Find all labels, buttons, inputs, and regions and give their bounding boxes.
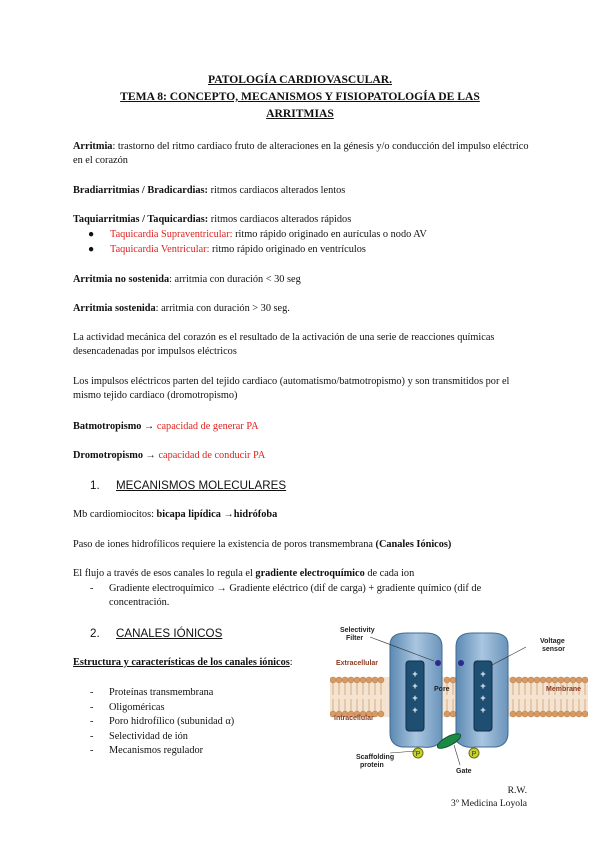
lipid-head: [516, 677, 522, 683]
list-item: [90, 744, 320, 758]
charge-plus: +: [480, 705, 486, 715]
lipid-head: [336, 677, 342, 683]
arrow: →: [142, 450, 159, 461]
section-number: 1.: [90, 479, 100, 492]
lipid-head: [378, 677, 384, 683]
bullet-marker: ●: [88, 244, 95, 255]
hidrofoba: hidrófoba: [233, 509, 278, 520]
lipid-head: [558, 677, 564, 683]
lipid-head: [540, 677, 546, 683]
paragraph-impulsos-electricos: Los impulsos eléctricos parten del tejido cardiaco (automatismo/batmotropismo) y son transmitidos por el mismo tejido cardiaco (dromotropismo): [73, 376, 510, 402]
list-item-text: Proteínas transmembrana: [109, 687, 214, 698]
lipid-head: [510, 677, 516, 683]
lipid-head: [366, 677, 372, 683]
label-pore: Pore: [434, 686, 450, 693]
bicapa-lipidica: bicapa lipídica: [156, 509, 221, 520]
lipid-head: [546, 677, 552, 683]
paragraph-paso-iones: [73, 538, 533, 552]
list-item-text: Oligoméricas: [109, 702, 165, 713]
definition-arritmia-text: : trastorno del ritmo cardiaco fruto de alteraciones en la génesis y/o conducción del impulso eléctrico en el corazón: [73, 141, 529, 167]
paragraph-actividad-mecanica: La actividad mecánica del corazón es el resultado de la activación de una serie de reacciones químicas desencadenadas por impulsos eléctricos: [73, 332, 495, 358]
label-filter: Filter: [346, 635, 364, 642]
lipid-head: [444, 711, 450, 717]
list-item: [88, 243, 528, 257]
title-line-2: TEMA 8: CONCEPTO, MECANISMOS Y FISIOPATOLOGÍA DE LAS: [120, 89, 480, 103]
label-extracellular: Extracellular: [336, 660, 379, 667]
definition-bradiarritmias: [73, 184, 533, 198]
term-taquicardia-ventricular: Taquicardia Ventricular:: [110, 244, 210, 255]
canales-ionicos-term: (Canales Iónicos): [375, 539, 452, 550]
phospho-label: P: [471, 751, 477, 758]
list-item: [90, 701, 320, 715]
definition-bradiarritmias-text: ritmos cardiacos alterados lentos: [208, 185, 346, 196]
phospho-label: P: [415, 751, 421, 758]
lipid-head: [576, 677, 582, 683]
definition-batmotropismo-text: capacidad de generar PA: [156, 421, 259, 432]
arrow: →: [220, 509, 234, 520]
lipid-head: [552, 677, 558, 683]
list-item: [90, 730, 320, 744]
selectivity-filter-dot: [458, 660, 464, 666]
definition-taquiarritmias-text: ritmos cardiacos alterados rápidos: [208, 214, 352, 225]
section-number: 2.: [90, 627, 100, 640]
footer-initials: R.W.: [507, 785, 527, 796]
charge-plus: +: [412, 681, 418, 691]
definition-dromotropismo: [73, 449, 533, 463]
bullet-marker: ●: [88, 229, 95, 240]
lipid-head: [444, 677, 450, 683]
lipid-head: [360, 677, 366, 683]
lipid-head: [348, 677, 354, 683]
label-gate: Gate: [456, 768, 472, 775]
term-taquiarritmias: Taquiarritmias / Taquicardias:: [73, 214, 209, 225]
lipid-head: [582, 711, 588, 717]
gradiente-electroquimico-term: gradiente electroquímico: [255, 568, 365, 579]
dash-marker: -: [90, 716, 94, 727]
lipid-head: [510, 711, 516, 717]
lipid-head: [540, 711, 546, 717]
term-bradiarritmias: Bradiarritmias / Bradicardias:: [73, 185, 208, 196]
title-line-3: ARRITMIAS: [266, 106, 334, 120]
lipid-head: [570, 711, 576, 717]
lipid-head: [354, 677, 360, 683]
flujo-suffix: de cada ion: [364, 568, 415, 579]
list-item: [90, 582, 530, 610]
charge-plus: +: [412, 669, 418, 679]
estructura-heading-text: Estructura y características de los canales iónicos: [73, 657, 290, 668]
lipid-head: [564, 711, 570, 717]
dash-marker: -: [90, 702, 94, 713]
section-heading-canales: [90, 626, 222, 642]
dash-marker: -: [90, 583, 94, 594]
lipid-head: [564, 677, 570, 683]
lipid-head: [342, 677, 348, 683]
definition-arritmia: [73, 140, 533, 168]
lipid-head: [534, 677, 540, 683]
term-batmotropismo: Batmotropismo: [73, 421, 142, 432]
list-item: [90, 715, 320, 729]
section-title: MECANISMOS MOLECULARES: [116, 479, 287, 492]
paragraph-mb-cardiomiocitos: [73, 508, 533, 522]
label-voltage: Voltage: [540, 638, 565, 645]
list-item-text: ritmo rápido originado en aurículas o nodo AV: [232, 229, 427, 240]
term-arritmia: Arritmia: [73, 141, 113, 152]
list-item-text: ritmo rápido originado en ventrículos: [209, 244, 366, 255]
label-sensor: sensor: [542, 646, 565, 653]
list-item-text: Selectividad de ión: [109, 731, 188, 742]
label-intracellular: Intracellular: [334, 715, 374, 722]
lipid-head: [570, 677, 576, 683]
dash-marker: -: [90, 687, 94, 698]
definition-dromotropismo-text: capacidad de conducir PA: [158, 450, 266, 461]
definition-sostenida-text: : arritmia con duración > 30 seg.: [155, 303, 290, 314]
lipid-head: [552, 711, 558, 717]
charge-plus: +: [480, 669, 486, 679]
title-line-1: PATOLOGÍA CARDIOVASCULAR.: [207, 73, 393, 86]
lipid-head: [576, 711, 582, 717]
flujo-prefix: El flujo a través de esos canales lo regula el: [73, 568, 256, 579]
term-taquicardia-supraventricular: Taquicardia Supraventricular:: [110, 229, 233, 240]
estructura-heading: [73, 656, 323, 670]
section-heading-mecanismos: [90, 478, 286, 494]
term-dromotropismo: Dromotropismo: [73, 450, 143, 461]
list-item-text: Mecanismos regulador: [109, 745, 204, 756]
charge-plus: +: [480, 693, 486, 703]
dash-marker: -: [90, 731, 94, 742]
list-item: [88, 228, 528, 242]
lipid-head: [516, 711, 522, 717]
definition-batmotropismo: [73, 420, 533, 434]
definition-arritmia-sostenida: [73, 302, 533, 316]
lipid-head: [546, 711, 552, 717]
paragraph-flujo: [73, 567, 533, 581]
lipid-head: [558, 711, 564, 717]
lipid-head: [522, 711, 528, 717]
lipid-head: [534, 711, 540, 717]
footer-author: [451, 784, 527, 810]
label-scaffolding: Scaffolding: [356, 754, 395, 761]
list-item-text: Poro hidrofílico (subunidad α): [109, 716, 235, 727]
label-membrane: Membrane: [546, 686, 582, 693]
estructura-colon: :: [289, 657, 293, 668]
lipid-head: [450, 711, 456, 717]
lipid-head: [582, 677, 588, 683]
selectivity-filter-dot: [435, 660, 441, 666]
definition-arritmia-no-sostenida: [73, 273, 533, 287]
footer-course: 3º Medicina Loyola: [451, 798, 527, 810]
definition-taquiarritmias: [73, 213, 533, 227]
section-title: CANALES IÓNICOS: [116, 627, 223, 640]
term-arritmia-no-sostenida: Arritmia no sostenida: [73, 274, 170, 285]
ion-channel-diagram: [330, 625, 588, 775]
lipid-head: [450, 677, 456, 683]
lipid-head: [522, 677, 528, 683]
charge-plus: +: [480, 681, 486, 691]
lipid-head: [528, 677, 534, 683]
lipid-head: [528, 711, 534, 717]
document-title: [60, 72, 540, 122]
lipid-head: [372, 677, 378, 683]
charge-plus: +: [412, 693, 418, 703]
definition-no-sostenida-text: : arritmia con duración < 30 seg: [169, 274, 301, 285]
list-item-text: Gradiente electroquímico → Gradiente eléctrico (dif de carga) + gradiente químico (dif de concentración.: [109, 583, 482, 609]
mb-prefix: Mb cardiomiocitos:: [73, 509, 157, 520]
list-item: [90, 686, 320, 700]
arrow: →: [141, 421, 157, 432]
dash-marker: -: [90, 745, 94, 756]
lipid-head: [378, 711, 384, 717]
paso-text: Paso de iones hidrofílicos requiere la existencia de poros transmembrana: [73, 539, 376, 550]
label-selectivity: Selectivity: [340, 627, 375, 634]
charge-plus: +: [412, 705, 418, 715]
lipid-head: [330, 677, 336, 683]
term-arritmia-sostenida: Arritmia sostenida: [73, 303, 156, 314]
label-protein: protein: [360, 762, 384, 769]
